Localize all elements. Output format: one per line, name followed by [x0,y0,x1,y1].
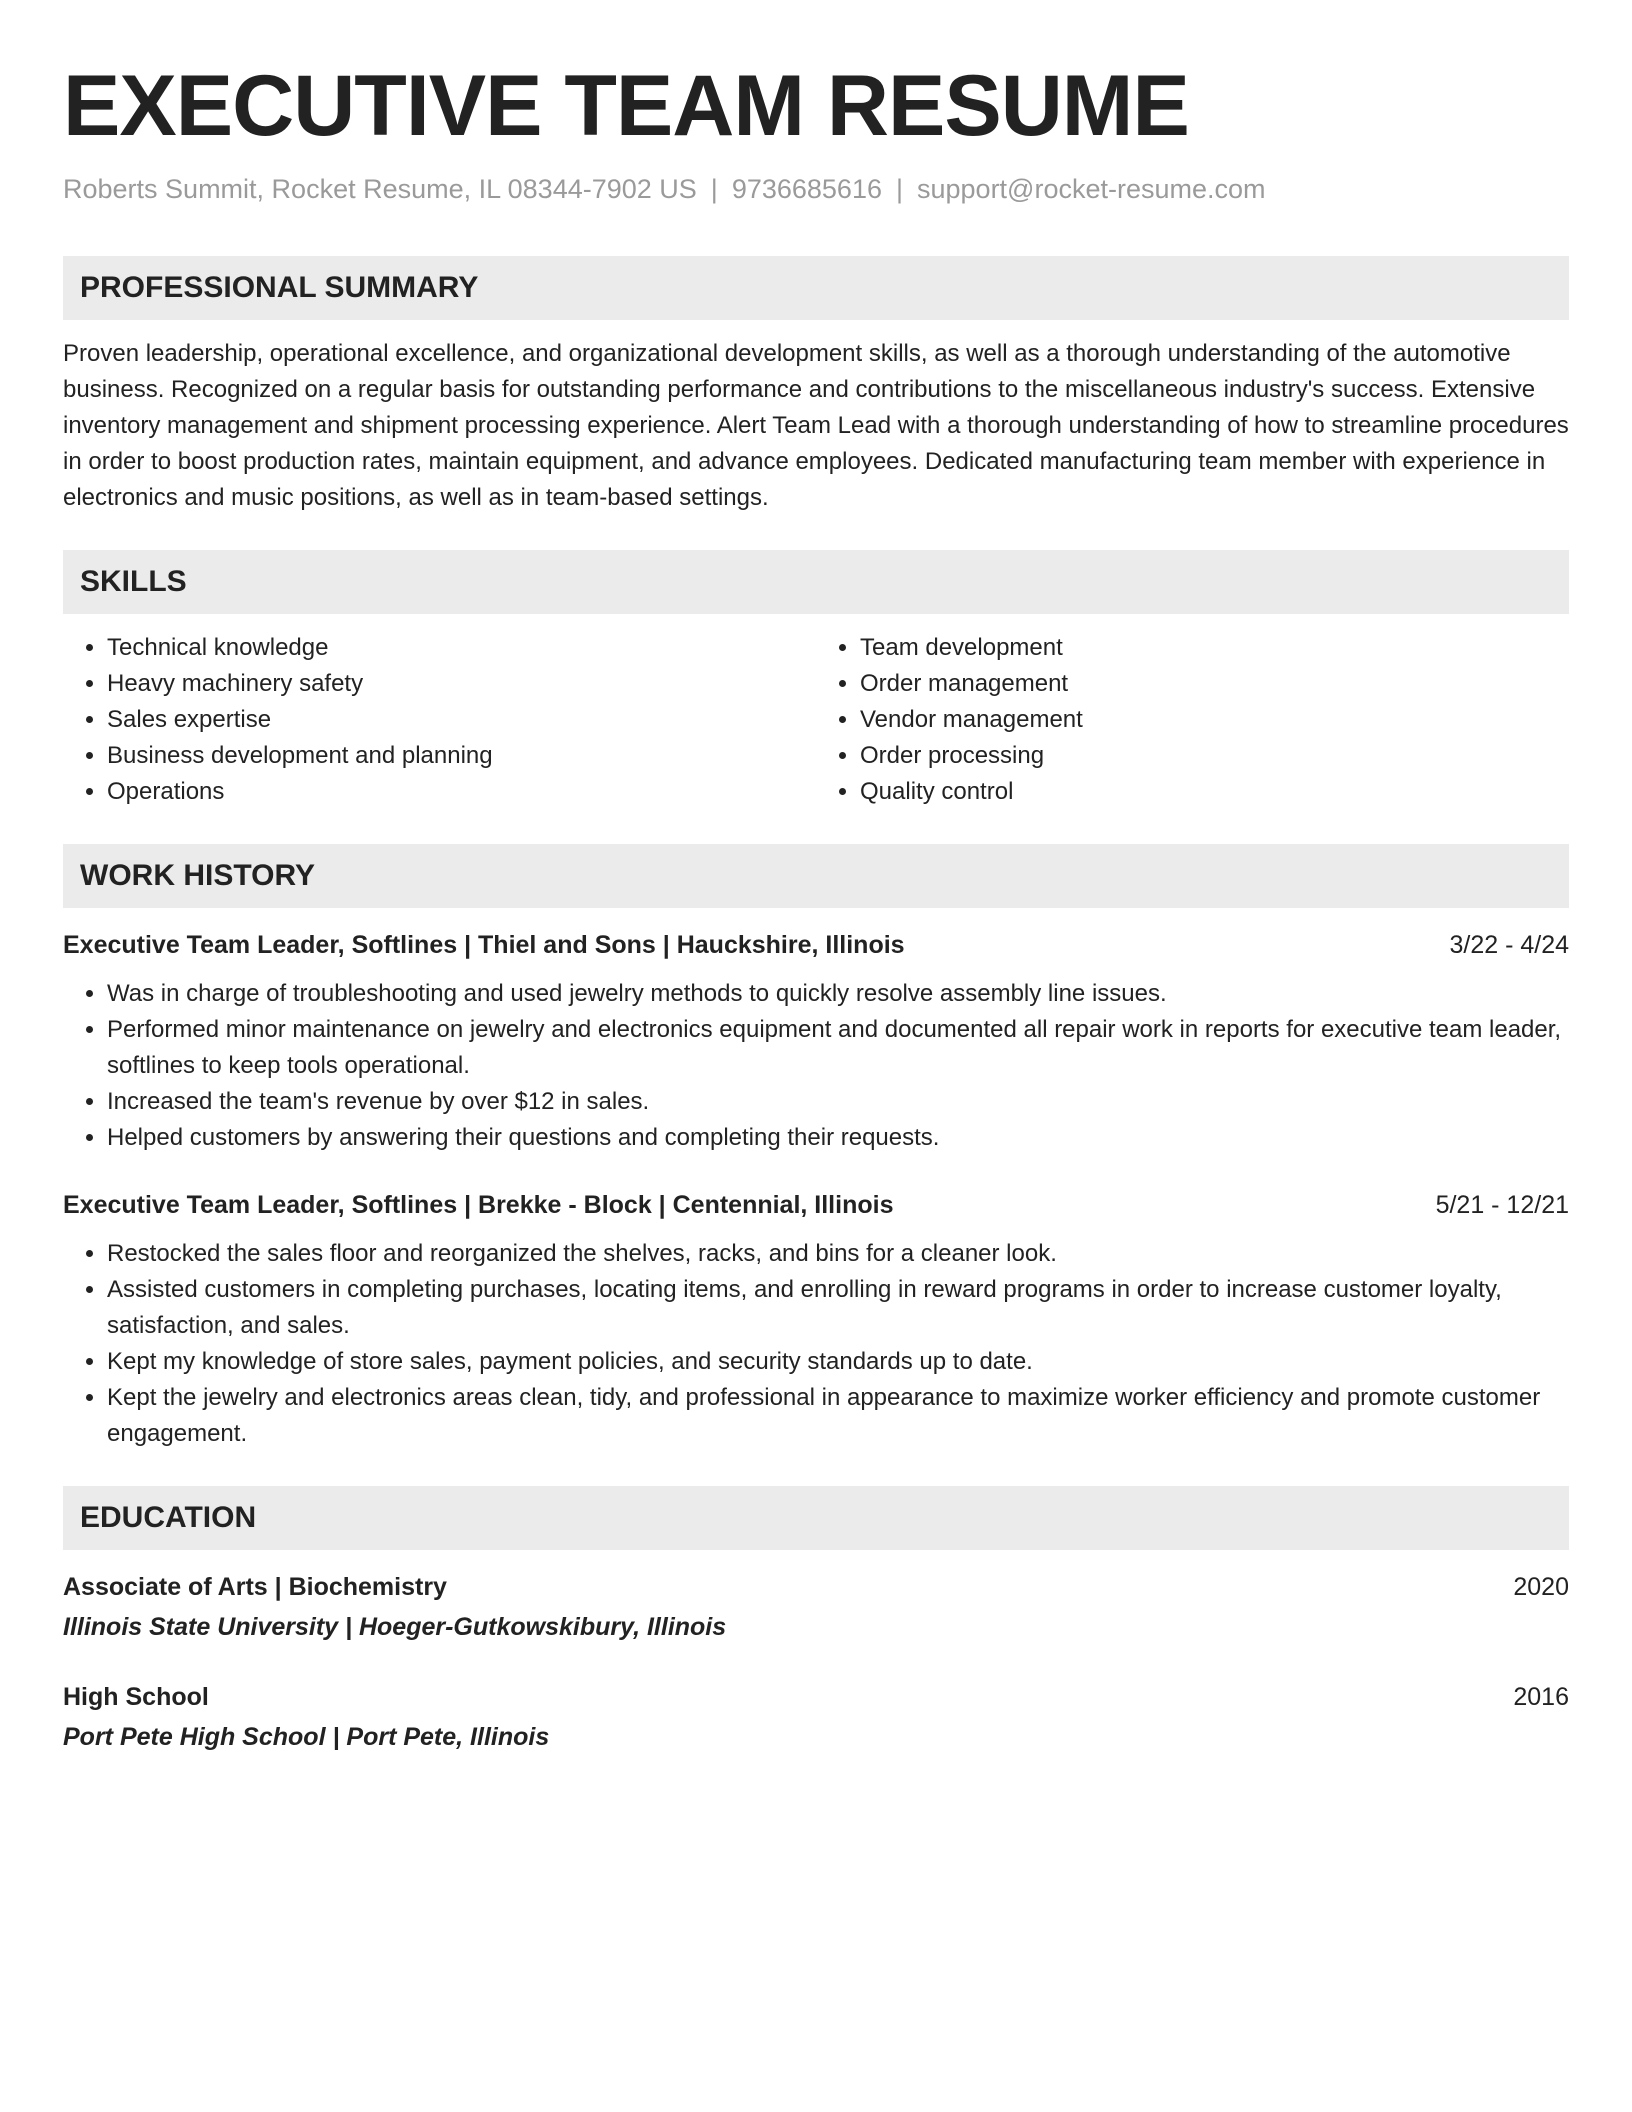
education-school: Illinois State University | Hoeger-Gutkowskibury, Illinois [63,1613,727,1641]
job-bullet: • Helped customers by answering their questions and completing their requests. [107,1120,1569,1156]
skill-item: • Sales expertise [107,702,816,738]
education-entry [63,1680,1569,1754]
contact-separator: | [710,174,718,204]
education-year: 2020 [1513,1573,1569,1601]
job-bullet: • Increased the team's revenue by over $12 in sales. [107,1084,1569,1120]
education-degree: High School [63,1683,209,1711]
skill-item: • Quality control [860,774,1569,810]
education-year: 2016 [1513,1683,1569,1711]
job-bullet: • Was in charge of troubleshooting and used jewelry methods to quickly resolve assembly line issues. [107,976,1569,1012]
job-dates: 5/21 - 12/21 [1435,1191,1569,1219]
contact-phone: 9736685616 [731,174,882,204]
job-bullet: • Assisted customers in completing purchases, locating items, and enrolling in reward programs in order to increase customer loyalty, satisfaction, and sales. [107,1272,1569,1344]
job-header [63,928,1569,962]
skill-item: • Business development and planning [107,738,816,774]
skill-item: • Order processing [860,738,1569,774]
contact-address: Roberts Summit, Rocket Resume, IL 08344-7902 US [63,174,697,204]
contact-email: support@rocket-resume.com [917,174,1266,204]
skills-list-left [63,630,816,810]
skill-item: • Technical knowledge [107,630,816,666]
summary-text: Proven leadership, operational excellence, and organizational development skills, as well as a thorough understanding of the automotive business. Recognized on a regular basis for outstanding performance and contributions to the miscellaneous industry's success. Extensive inventory management and shipment processing experience. Alert Team Lead with a thorough understanding of how to streamline procedures in order to boost production rates, maintain equipment, and advance employees. Dedicated manufacturing team member with experience in electronics and music positions, as well as in team-based settings. [63,340,1569,511]
job-bullet: • Kept the jewelry and electronics areas clean, tidy, and professional in appearance to maximize worker efficiency and promote customer engagement. [107,1380,1569,1452]
skills-grid [63,630,1569,810]
education-header [63,1680,1569,1714]
contact-line [63,172,1569,206]
job-header [63,1188,1569,1222]
job-bullets [63,1236,1569,1452]
work-history-heading: WORK HISTORY [63,844,1569,908]
job-bullets [63,976,1569,1156]
education-degree: Associate of Arts | Biochemistry [63,1573,447,1601]
resume-title: EXECUTIVE TEAM RESUME [63,58,1189,154]
skill-item: • Vendor management [860,702,1569,738]
skill-item: • Operations [107,774,816,810]
summary-section [63,256,1569,516]
job-dates: 3/22 - 4/24 [1449,931,1569,959]
summary-heading: PROFESSIONAL SUMMARY [63,256,1569,320]
skill-item: • Team development [860,630,1569,666]
skills-heading: SKILLS [63,550,1569,614]
job-title: Executive Team Leader, Softlines | Thiel and Sons | Hauckshire, Illinois [63,931,905,959]
job-bullet: • Kept my knowledge of store sales, payment policies, and security standards up to date. [107,1344,1569,1380]
skills-section [63,550,1569,810]
education-section [63,1486,1569,1754]
job-entry [63,928,1569,1156]
education-header [63,1570,1569,1604]
contact-separator: | [895,174,903,204]
skill-item: • Order management [860,666,1569,702]
education-heading: EDUCATION [63,1486,1569,1550]
education-school: Port Pete High School | Port Pete, Illinois [63,1723,550,1751]
work-history-section [63,844,1569,1452]
job-entry [63,1188,1569,1452]
skills-list-right [816,630,1569,810]
job-bullet: • Performed minor maintenance on jewelry and electronics equipment and documented all repair work in reports for executive team leader, softlines to keep tools operational. [107,1012,1569,1084]
skill-item: • Heavy machinery safety [107,666,816,702]
job-bullet: • Restocked the sales floor and reorganized the shelves, racks, and bins for a cleaner look. [107,1236,1569,1272]
education-entry [63,1570,1569,1644]
job-title: Executive Team Leader, Softlines | Brekke - Block | Centennial, Illinois [63,1191,894,1219]
